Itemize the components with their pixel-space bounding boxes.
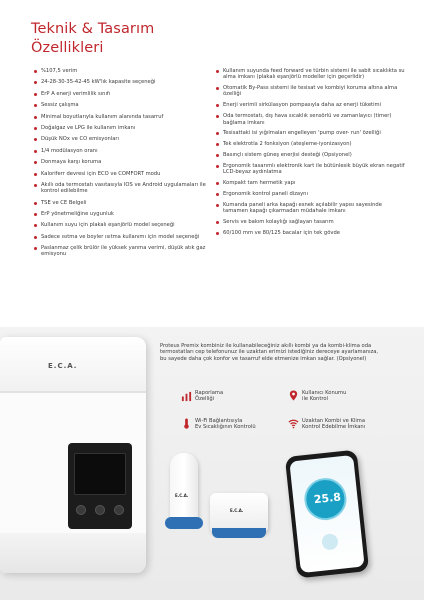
- feature-item: Minimal boyutlarıyla kullanım alanında tasarruf: [34, 114, 212, 120]
- feature-item: Servis ve bakım kolaylığı sağlayan tasarım: [216, 219, 408, 225]
- feature-item: Enerji verimli sirkülasyon pompasıyla daha az enerji tüketimi: [216, 102, 408, 108]
- feature-item: Oda termostatı, dış hava sıcaklık sensörlü ve zamanlayıcı (timer) bağlama imkanı: [216, 113, 408, 126]
- feature-thermostat-label: [195, 418, 256, 431]
- sensor-logo: E.C.A.: [175, 493, 189, 498]
- left-feature-list: [34, 68, 212, 263]
- feature-item: Kullanım suyunda feed forward ve türbin sistemi ile sabit sıcaklıkta su alma imkanı (plakalı eşanjörlü modeller için geçerlidir): [216, 68, 408, 81]
- feature-item: Doğalgaz ve LPG ile kullanım imkanı: [34, 125, 212, 131]
- feature-item: Düşük NOx ve CO emisyonları: [34, 136, 212, 142]
- feature-item: Otomatik By-Pass sistemi ile tesisat ve kombiyi koruma altına alma özelliği: [216, 85, 408, 98]
- product-description: Proteus Premix kombiniz ile kullanabileceğiniz akıllı kombi ya da kombi-klima oda termostatları cep telefonunuz ile uzaktan erimizi istediğiniz dereceye ayarlamanıza, bu sayede daha çok konfor ve tasarruf elde etmenize imkan sağlar. (Opsiyonel): [160, 343, 379, 362]
- feature-remote-label: [302, 418, 365, 431]
- smartphone-image: [285, 450, 369, 579]
- boiler-lcd-screen: [74, 453, 126, 495]
- boiler-image: [0, 337, 146, 573]
- feature-item: 60/100 mm ve 80/125 bacalar için tek gövde: [216, 230, 408, 236]
- feature-item: Sadece ısıtma ve boyler ısıtma kullanımı için model seçeneği: [34, 234, 212, 240]
- feature-location-label: [302, 390, 346, 403]
- feature-item: Ergonomik kontrol paneli dizaynı: [216, 191, 408, 197]
- feature-item: Paslanmaz çelik brülör ile yüksek yanma verimi, düşük atık gaz emisyonu: [34, 245, 212, 258]
- feature-item: TSE ve CE Belgeli: [34, 200, 212, 206]
- hub-logo: E.C.A.: [230, 508, 244, 513]
- feature-label-line: Ev Sıcaklığının Kontrolü: [195, 424, 256, 431]
- location-icon: [288, 390, 299, 401]
- feature-item: 1/4 modülasyon oranı: [34, 148, 212, 154]
- feature-report-label: [195, 390, 223, 403]
- feature-item: Akıllı oda termostatı vasıtasıyla IOS ve Android uygulamaları ile kontrol edilebilme: [34, 182, 212, 195]
- report-icon: [181, 391, 192, 402]
- feature-item: Kumanda paneli arka kapağı esnek açılabilir yapısı sayesinde tamamen kapağı çıkarmadan müdahale imkanı: [216, 202, 408, 215]
- feature-item: Tek elektrotla 2 fonksiyon (ateşleme-iyonizasyon): [216, 141, 408, 147]
- feature-label-line: Wi-Fi Bağlantısıyla: [195, 418, 243, 424]
- boiler-knob-right: [114, 505, 124, 515]
- feature-label-line: ile Kontrol: [302, 396, 328, 403]
- feature-label-line: Kullanıcı Konumu: [302, 390, 347, 396]
- thermometer-icon: [181, 418, 192, 429]
- feature-item: Donmaya karşı koruma: [34, 159, 212, 165]
- boiler-knob-left: [76, 505, 86, 515]
- hub-device-base: [212, 528, 266, 538]
- feature-label-line: Raporlama: [195, 390, 224, 396]
- title-line-2: Özellikleri: [31, 40, 104, 56]
- feature-label-line: Uzaktan Kombi ve Klima: [302, 418, 366, 424]
- right-feature-list: [216, 68, 408, 241]
- feature-item: ErP A enerji verimlilik sınıfı: [34, 91, 212, 97]
- phone-power-button: [321, 533, 339, 551]
- phone-screen: [289, 455, 364, 573]
- boiler-divider: [0, 391, 146, 393]
- feature-label-line: Kontrol Edebilme İmkanı: [302, 424, 366, 431]
- feature-item: Sessiz çalışma: [34, 102, 212, 108]
- sensor-device-base: [165, 517, 203, 529]
- feature-item: ErP yönetmeliğine uygunluk: [34, 211, 212, 217]
- wifi-icon: [288, 418, 299, 429]
- feature-item: Ergonomik tasarımlı elektronik kart ile bütünlesik büyük ekran negatif LCD-beyaz aydınlatma: [216, 163, 408, 176]
- title-line-1: Teknik & Tasarım: [31, 21, 155, 37]
- feature-label-line: Özelliği: [195, 396, 215, 403]
- feature-item: Basınçlı sistem güneş enerjisi desteği (Opsiyonel): [216, 152, 408, 158]
- sensor-device-image: [170, 453, 198, 519]
- feature-item: %107,5 verim: [34, 68, 212, 74]
- feature-item: Tesisattaki isi yığılmaları engelleyen 'pump over- run' özelliği: [216, 130, 408, 136]
- thermostat-dial: [302, 476, 348, 522]
- feature-item: Kompakt tam hermetik yapı: [216, 180, 408, 186]
- boiler-knob-middle: [95, 505, 105, 515]
- phone-temperature: 25.8: [313, 490, 342, 507]
- boiler-control-panel: [68, 443, 132, 529]
- hub-device-image: [210, 493, 268, 533]
- feature-item: Kaloriferr devresi için ECO ve COMFORT modu: [34, 171, 212, 177]
- boiler-logo: E.C.A.: [48, 362, 78, 370]
- page-title: [31, 20, 154, 58]
- feature-item: Kullanım suyu için plakalı eşanjörlü model seçeneği: [34, 222, 212, 228]
- feature-item: 24-28-30-35-42-45 kW'lık kapasite seçeneği: [34, 79, 212, 85]
- boiler-bottom-cover: [0, 533, 146, 573]
